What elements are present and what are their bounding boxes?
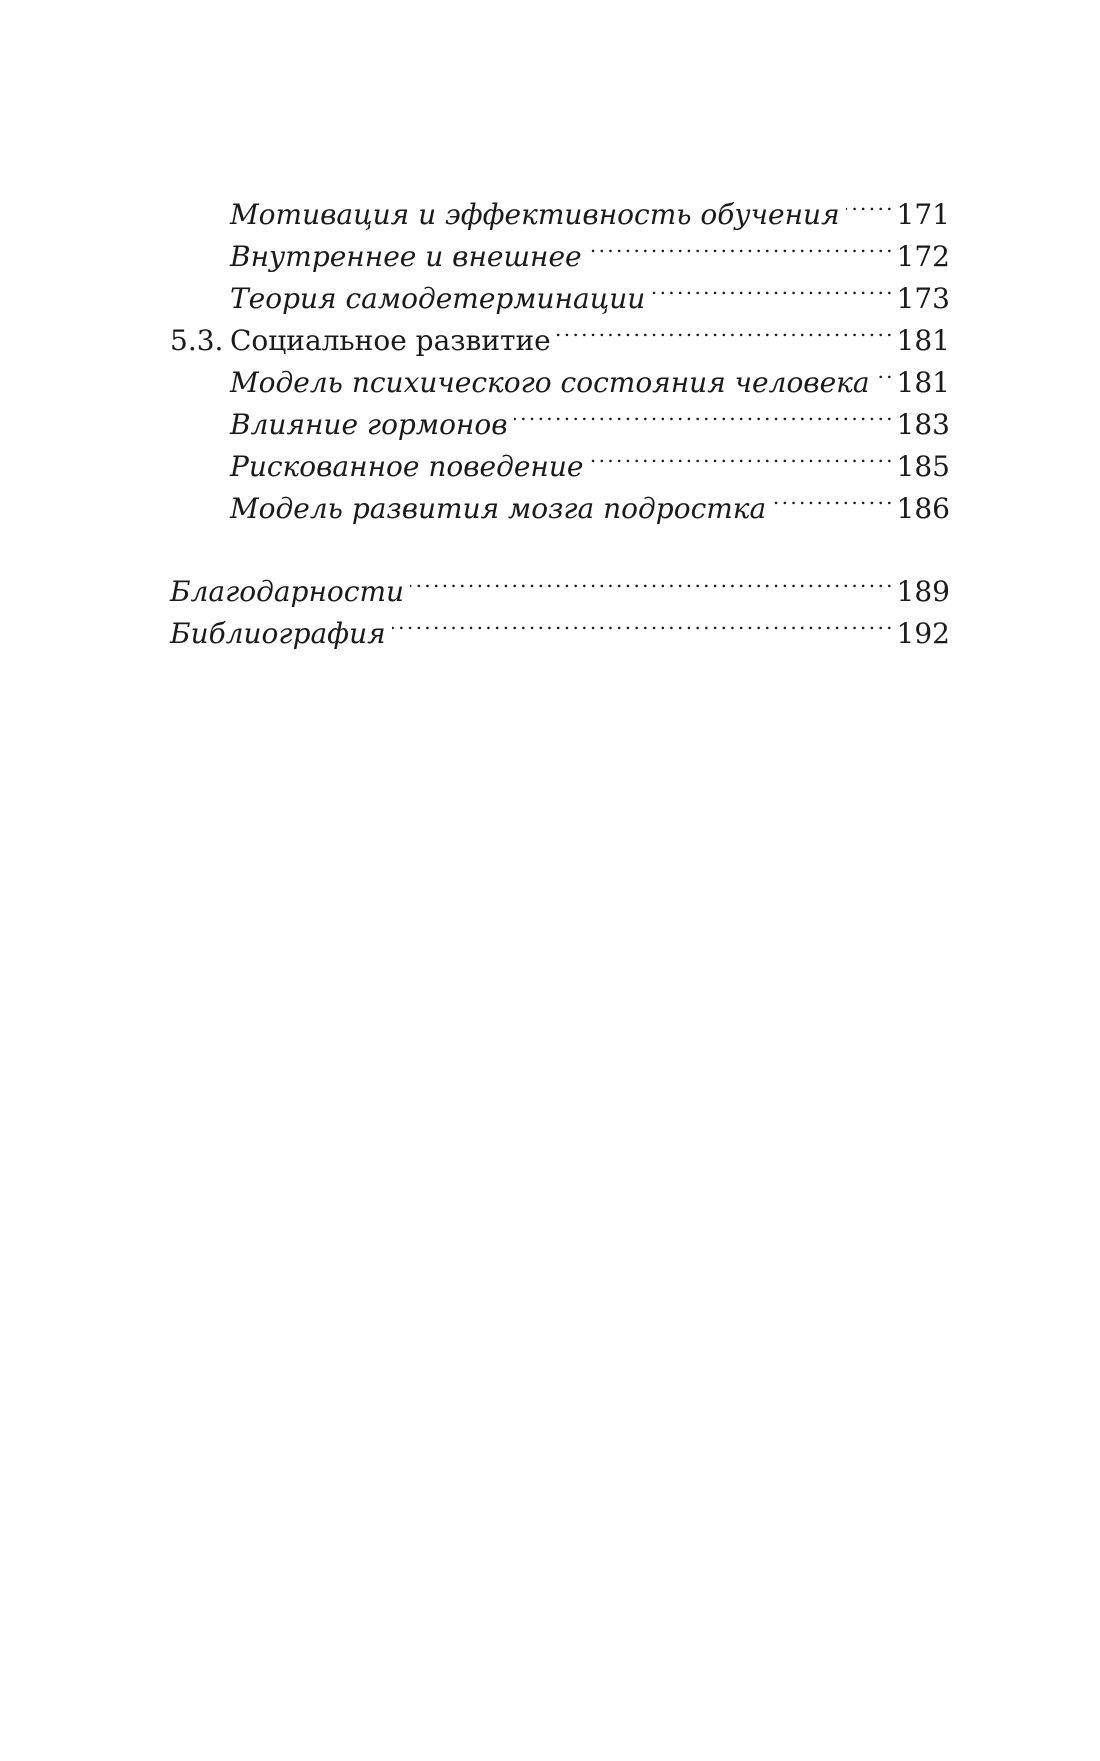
toc-entry-title: Модель психического состояния человека — [230, 366, 870, 399]
toc-entry-title: Теория самодетерминации — [230, 282, 646, 315]
toc-entry-page: 173 — [896, 282, 950, 315]
table-of-contents — [170, 182, 950, 650]
toc-entry-acknowledgements[interactable] — [170, 559, 950, 608]
toc-entry-page: 186 — [896, 492, 950, 525]
dot-leader — [589, 434, 890, 476]
toc-entry-page: 171 — [896, 198, 950, 231]
dot-leader — [392, 601, 891, 643]
toc-entry-page: 172 — [896, 240, 950, 273]
toc-entry-page: 181 — [896, 366, 950, 399]
dot-leader — [514, 392, 891, 434]
dot-leader — [772, 476, 890, 518]
toc-entry-page: 181 — [896, 324, 950, 357]
toc-entry-page: 183 — [896, 408, 950, 441]
toc-entry-page: 189 — [896, 575, 950, 608]
dot-leader — [651, 266, 890, 308]
toc-entry-title: Социальное развитие — [230, 324, 551, 357]
toc-entry-title: Библиография — [170, 617, 386, 650]
toc-entry[interactable] — [170, 182, 950, 231]
toc-entry-page: 185 — [896, 450, 950, 483]
toc-entry-page: 192 — [896, 617, 950, 650]
dot-leader — [588, 224, 891, 266]
dot-leader — [557, 308, 891, 350]
toc-entry-title: Модель развития мозга подростка — [230, 492, 767, 525]
section-number: 5.3. — [170, 324, 224, 357]
toc-entry-title: Благодарности — [170, 575, 405, 608]
toc-entry-title: Влияние гормонов — [230, 408, 508, 441]
toc-entry-title: Рискованное поведение — [230, 450, 584, 483]
dot-leader — [846, 182, 891, 224]
dot-leader — [410, 559, 891, 601]
toc-entry-title: Мотивация и эффективность обучения — [230, 198, 840, 231]
dot-leader — [876, 350, 891, 392]
toc-entry-title: Внутреннее и внешнее — [230, 240, 582, 273]
